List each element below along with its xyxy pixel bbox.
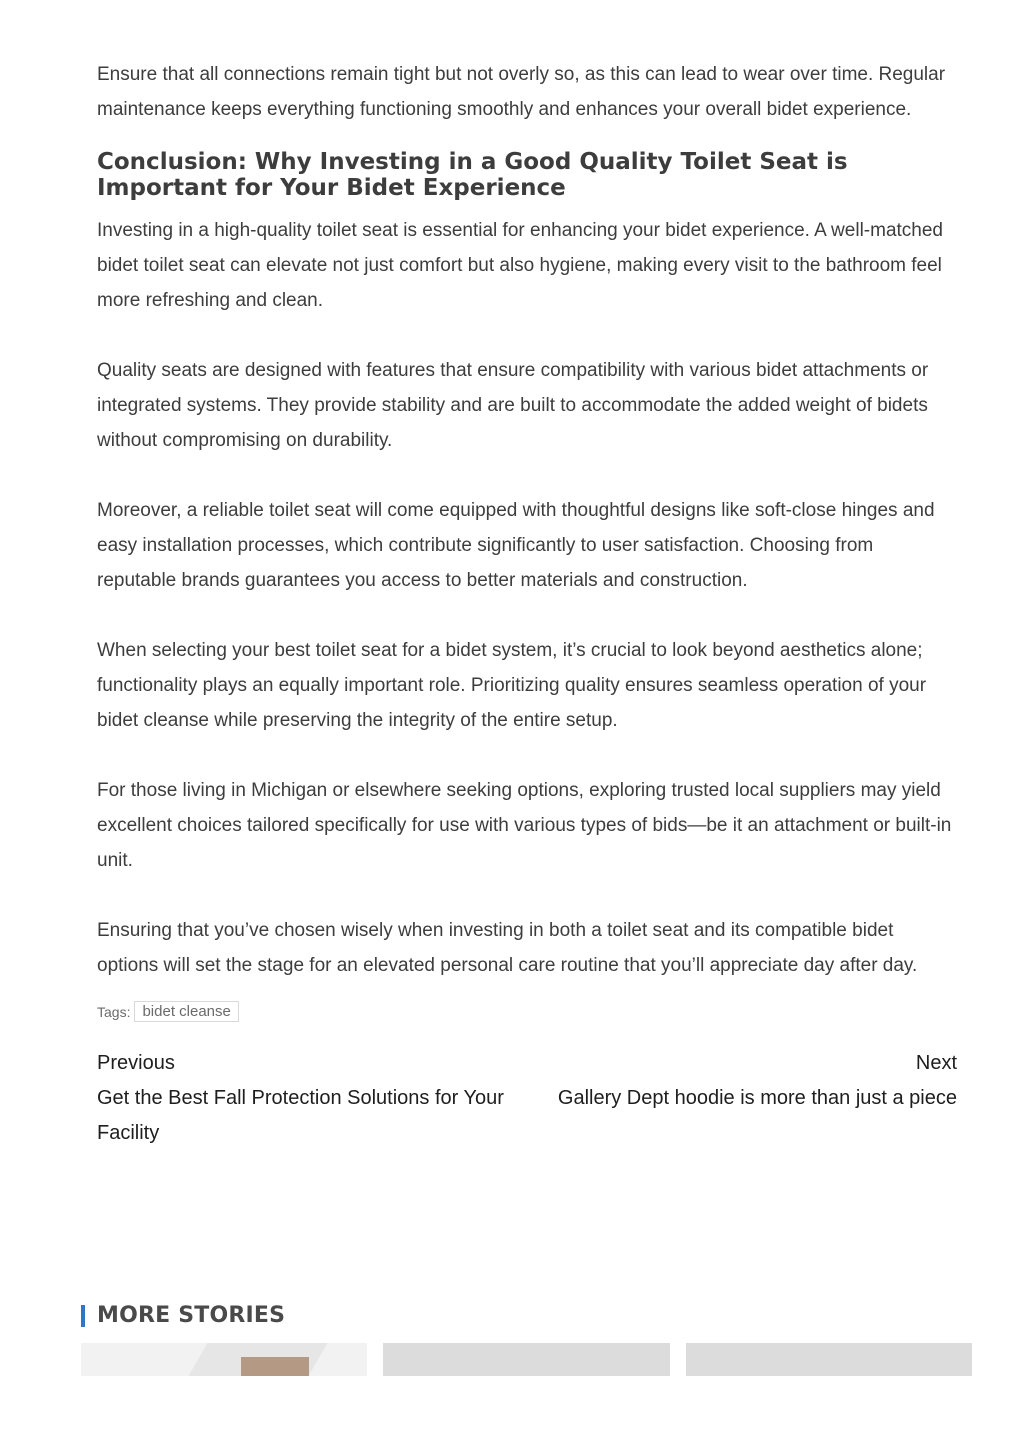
- next-label: Next: [915, 1052, 957, 1074]
- previous-label: Previous: [97, 1052, 175, 1074]
- next-post-link[interactable]: [532, 1046, 957, 1151]
- more-stories-title: MORE STORIES: [97, 1303, 286, 1328]
- story-card-image[interactable]: [686, 1343, 972, 1376]
- next-post-title[interactable]: Gallery Dept hoodie is more than just a piece: [557, 1087, 957, 1109]
- conclusion-heading: Conclusion: Why Investing in a Good Quality Toilet Seat is Important for Your Bidet Experience: [97, 149, 848, 201]
- intro-paragraph: Ensure that all connections remain tight but not overly so, as this can lead to wear over time. Regular maintenance keeps everything functioning smoothly and enhances your overall bidet experience.: [97, 64, 946, 120]
- article-paragraph: Investing in a high-quality toilet seat is essential for enhancing your bidet experience. A well-matched bidet toilet seat can elevate not just comfort but also hygiene, making every visit to the bathroom feel more refreshing and clean.: [97, 220, 943, 311]
- more-stories-cards: [81, 1343, 972, 1376]
- story-card-image[interactable]: [81, 1343, 367, 1376]
- post-navigation: [97, 1046, 957, 1151]
- article-paragraph: Moreover, a reliable toilet seat will come equipped with thoughtful designs like soft-close hinges and easy installation processes, which contribute significantly to user satisfaction. Choosing from reputable brands guarantees you access to better materials and construction.: [97, 500, 935, 591]
- article-paragraph: Ensuring that you’ve chosen wisely when investing in both a toilet seat and its compatible bidet options will set the stage for an elevated personal care routine that you’ll appreciate day after day.: [97, 920, 918, 976]
- article-paragraph: For those living in Michigan or elsewhere seeking options, exploring trusted local suppliers may yield excellent choices tailored specifically for use with various types of bids—be it an attachment or built-in unit.: [97, 780, 952, 871]
- previous-post-title[interactable]: Get the Best Fall Protection Solutions for Your Facility: [97, 1087, 504, 1144]
- tags-row: [97, 1001, 957, 1022]
- tag-link-bidet-cleanse[interactable]: bidet cleanse: [134, 1001, 238, 1022]
- previous-post-link[interactable]: [97, 1046, 522, 1151]
- section-accent-bar: [81, 1305, 85, 1327]
- tags-label: Tags:: [97, 1003, 131, 1020]
- article-content: [97, 57, 957, 1151]
- article-paragraph: When selecting your best toilet seat for a bidet system, it’s crucial to look beyond aesthetics alone; functionality plays an equally important role. Prioritizing quality ensures seamless operation of your bidet cleanse while preserving the integrity of the entire setup.: [97, 640, 927, 731]
- card-image-thumbnail: [241, 1357, 309, 1376]
- story-card-image[interactable]: [383, 1343, 669, 1376]
- more-stories-header: [81, 1303, 285, 1328]
- article-paragraph: Quality seats are designed with features that ensure compatibility with various bidet attachments or integrated systems. They provide stability and are built to accommodate the added weight of bidets without compromising on durability.: [97, 360, 929, 451]
